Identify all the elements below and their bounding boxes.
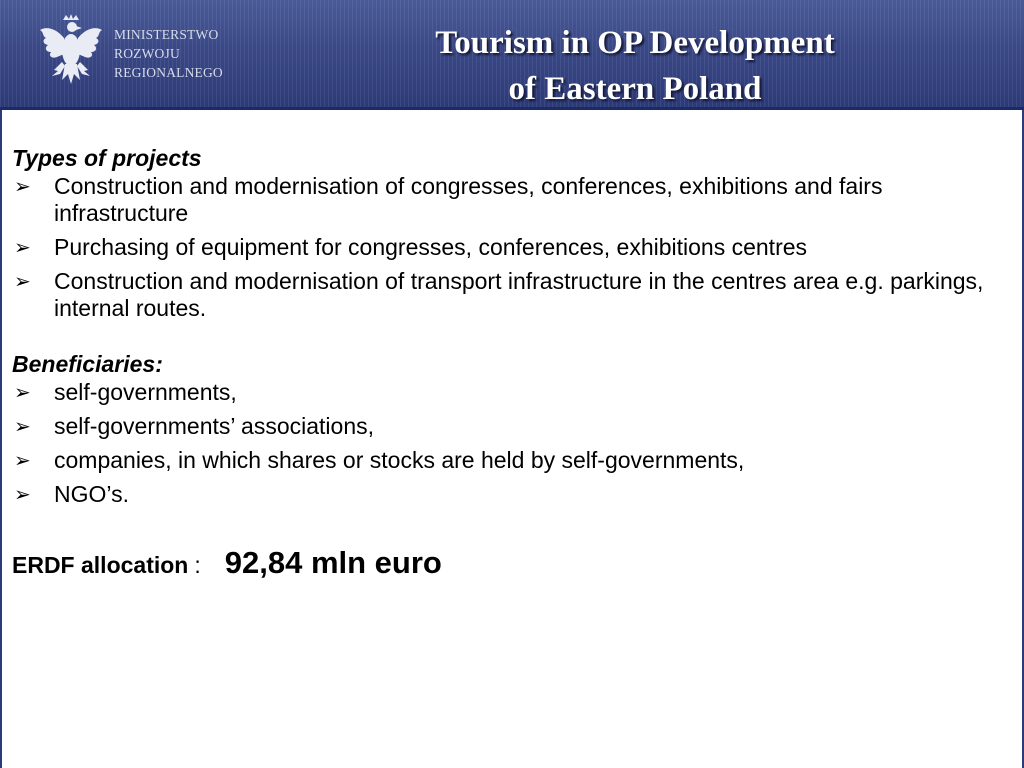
arrow-bullet-icon: ➢	[14, 382, 31, 404]
arrow-bullet-icon: ➢	[14, 416, 31, 438]
arrow-bullet-icon: ➢	[14, 176, 31, 198]
list-item-text: Purchasing of equipment for congresses, conferences, exhibitions centres	[54, 234, 808, 260]
erdf-amount: 92,84 mln euro	[224, 545, 442, 580]
arrow-bullet-icon: ➢	[14, 237, 31, 259]
slide-body	[12, 143, 1002, 585]
list-item	[12, 268, 1002, 322]
projects-heading: Types of projects	[12, 145, 202, 171]
projects-list	[12, 173, 1002, 322]
list-item	[12, 413, 1002, 440]
arrow-bullet-icon: ➢	[14, 484, 31, 506]
header-banner	[0, 0, 1024, 110]
list-item-text: self-governments,	[54, 379, 237, 405]
beneficiaries-heading: Beneficiaries:	[12, 351, 163, 377]
slide-title-line-1: Tourism in OP Development	[435, 25, 835, 61]
list-item	[12, 379, 1002, 406]
erdf-label: ERDF allocation	[12, 552, 189, 578]
list-item-text: Construction and modernisation of transport infrastructure in the centres area e.g. parkings, internal routes.	[54, 268, 984, 321]
list-item	[12, 173, 1002, 227]
list-item-text: Construction and modernisation of congresses, conferences, exhibitions and fairs infrastructure	[54, 173, 883, 226]
slide-title	[290, 20, 980, 112]
ministry-line: ROZWOJU	[114, 46, 180, 61]
list-item	[12, 234, 1002, 261]
erdf-colon: :	[194, 552, 201, 578]
beneficiaries-list	[12, 379, 1002, 508]
list-item	[12, 447, 1002, 474]
ministry-logo	[38, 14, 248, 98]
list-item-text: self-governments’ associations,	[54, 413, 375, 439]
list-item-text: companies, in which shares or stocks are held by self-governments,	[54, 447, 745, 473]
list-item-text: NGO’s.	[54, 481, 129, 507]
erdf-allocation	[12, 543, 1002, 585]
list-item	[12, 481, 1002, 508]
ministry-line: REGIONALNEGO	[114, 65, 223, 80]
ministry-line: MINISTERSTWO	[114, 27, 219, 42]
arrow-bullet-icon: ➢	[14, 450, 31, 472]
slide-title-line-2: of Eastern Poland	[508, 71, 762, 107]
ministry-name	[114, 25, 223, 82]
arrow-bullet-icon: ➢	[14, 271, 31, 293]
eagle-emblem-icon	[38, 14, 104, 94]
